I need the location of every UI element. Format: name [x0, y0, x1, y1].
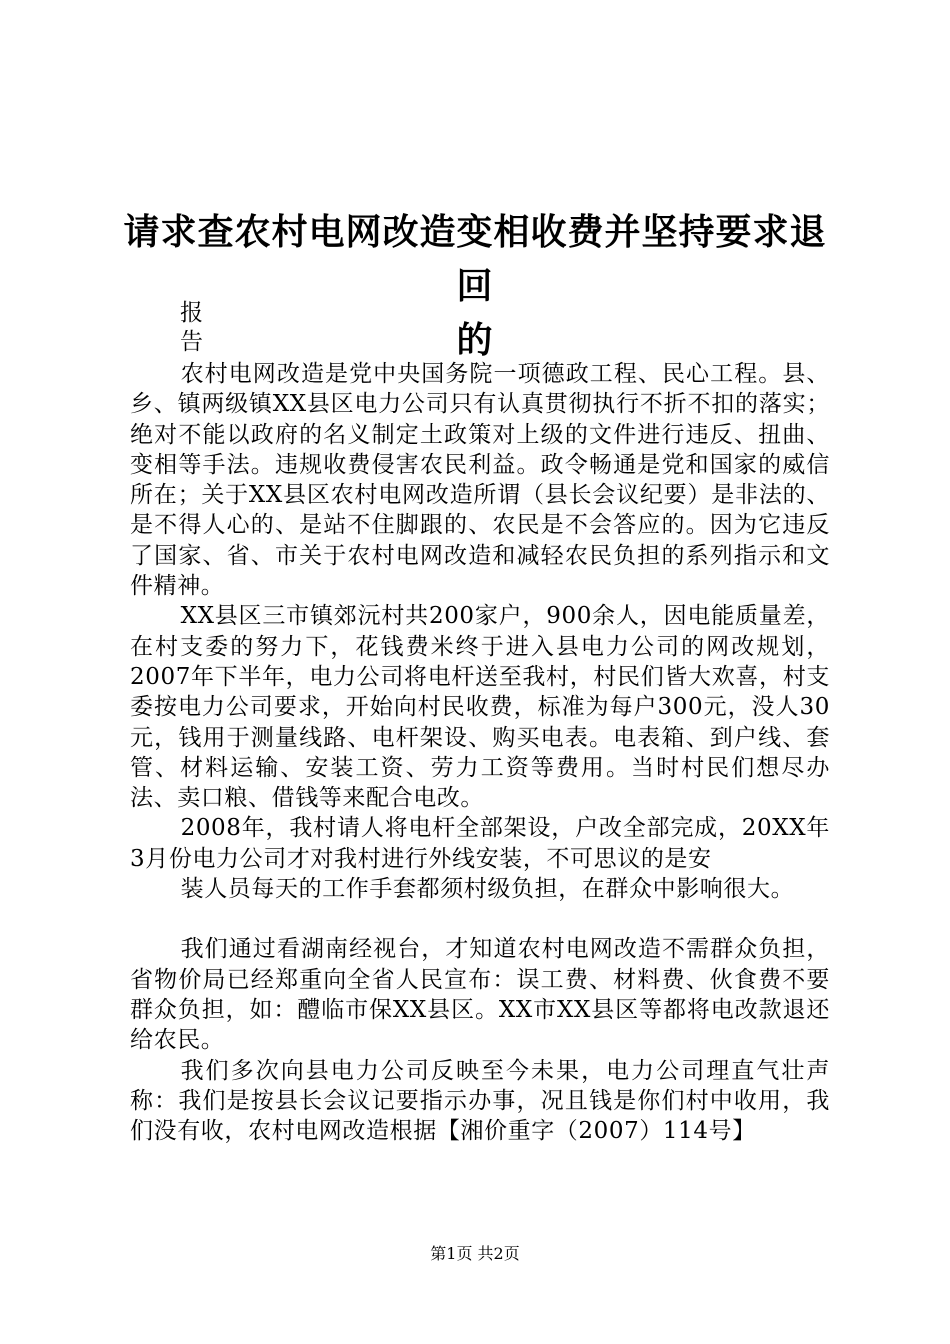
paragraph-3: 2008年，我村请人将电杆全部架设，户改全部完成，20XX年3月份电力公司才对我村进行外线安装，不可思议的是安 — [130, 815, 830, 872]
report-label-char-1: 报 — [180, 300, 203, 326]
title-line-2: 的 — [456, 320, 494, 362]
title-line-1: 请求查农村电网改造变相收费并坚持要求退回 — [123, 212, 827, 308]
paragraph-5: 我们多次向县电力公司反映至今未果，电力公司理直气壮声称：我们是按县长会议记要指示办事，况且钱是你们村中收用，我们没有收，农村电网改造根据【湘价重字（2007）114号】 — [130, 1057, 830, 1145]
document-title — [118, 206, 832, 368]
paragraph-4: 我们通过看湖南经视台，才知道农村电网改造不需群众负担，省物价局已经郑重向全省人民宣布：误工费、材料费、伙食费不要群众负担，如：醴临市保XX县区。XX市XX县区等都将电改款退还给农民。 — [130, 936, 830, 1054]
report-label-char-2: 告 — [180, 329, 203, 355]
report-label — [180, 299, 210, 357]
paragraph-3-continued: 装人员每天的工作手套都须村级负担，在群众中影响很大。 — [180, 876, 795, 903]
document-body — [130, 359, 830, 1146]
paragraph-2: XX县区三市镇郊沅村共200家户，900余人，因电能质量差，在村支委的努力下，花钱费米终于进入县电力公司的网改规划，2007年下半年，电力公司将电杆送至我村，村民们皆大欢喜，村支委按电力公司要求，开始向村民收费，标准为每户300元，没人30元，钱用于测量线路、电杆架设、购买电表。电表箱、到户线、套管、材料运输、安装工资、劳力工资等费用。当时村民们想尽办法、卖口粮、借钱等来配合电改。 — [130, 603, 830, 812]
page-footer: 第1页 共2页 — [430, 1244, 520, 1263]
paragraph-1: 农村电网改造是党中央国务院一项德政工程、民心工程。县、乡、镇两级镇XX县区电力公司只有认真贯彻执行不折不扣的落实；绝对不能以政府的名义制定土政策对上级的文件进行违反、扭曲、变相等手法。违规收费侵害农民利益。政令畅通是党和国家的威信所在；关于XX县区农村电网改造所谓（县长会议纪要）是非法的、是不得人心的、是站不住脚跟的、农民是不会答应的。因为它违反了国家、省、市关于农村电网改造和减轻农民负担的系列指示和文件精神。 — [130, 361, 830, 600]
